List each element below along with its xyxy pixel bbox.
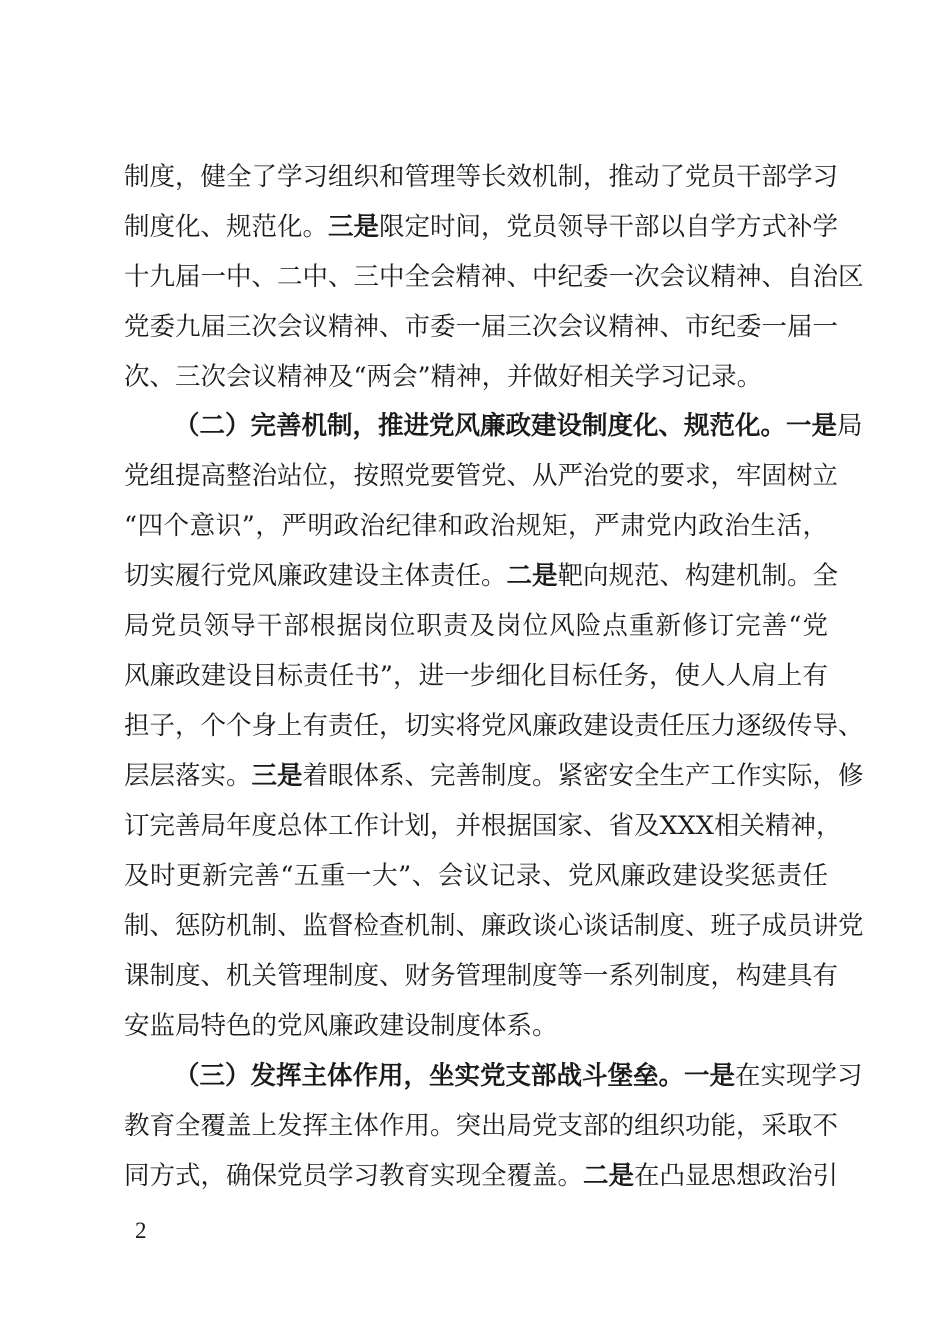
paragraph-line xyxy=(124,706,864,746)
paragraph-line xyxy=(124,1156,839,1196)
paragraph-line xyxy=(174,1056,863,1096)
text-segment: 制度，健全了学习组织和管理等长效机制，推动了党员干部学习 xyxy=(124,162,839,192)
paragraph-line xyxy=(174,406,863,446)
text-segment: “四个意识”，严明政治纪律和政治规矩，严肃党内政治生活， xyxy=(124,511,828,541)
paragraph-line xyxy=(124,906,864,946)
bold-text-segment: 一是 xyxy=(786,411,838,441)
paragraph-line xyxy=(124,257,864,297)
text-segment: 着眼体系、完善制度。紧密安全生产工作实际，修 xyxy=(302,761,864,791)
paragraph-line xyxy=(124,556,839,596)
text-segment: 教育全覆盖上发挥主体作用。突出局党支部的组织功能，采取不 xyxy=(124,1111,839,1141)
text-segment: 限定时间，党员领导干部以自学方式补学 xyxy=(379,212,839,242)
text-segment: 党组提高整治站位，按照党要管党、从严治党的要求，牢固树立 xyxy=(124,461,839,491)
text-segment: 及时更新完善“五重一大”、会议记录、党风廉政建设奖惩责任 xyxy=(124,861,828,891)
paragraph-line xyxy=(124,456,839,496)
text-segment: 局 xyxy=(837,411,863,441)
paragraph-line xyxy=(124,756,864,796)
text-segment: 十九届一中、二中、三中全会精神、中纪委一次会议精神、自治区 xyxy=(124,262,864,292)
bold-text-segment: 二是 xyxy=(506,561,558,591)
paragraph-line xyxy=(124,956,839,996)
paragraph-line xyxy=(124,157,839,197)
paragraph-line xyxy=(124,506,828,546)
paragraph-line xyxy=(124,606,828,646)
paragraph-line xyxy=(124,656,828,696)
text-segment: 制、惩防机制、监督检查机制、廉政谈心谈话制度、班子成员讲党 xyxy=(124,911,864,941)
text-segment: 同方式，确保党员学习教育实现全覆盖。 xyxy=(124,1161,584,1191)
paragraph-line xyxy=(124,806,842,846)
text-segment: 在实现学习 xyxy=(735,1061,863,1091)
text-segment: 靶向规范、构建机制。全 xyxy=(557,561,839,591)
text-segment: 风廉政建设目标责任书”，进一步细化目标任务，使人人肩上有 xyxy=(124,661,828,691)
paragraph-line xyxy=(124,207,839,247)
text-segment: 局党员领导干部根据岗位职责及岗位风险点重新修订完善“党 xyxy=(124,611,828,641)
paragraph-line xyxy=(124,856,828,896)
paragraph-line xyxy=(124,1006,828,1046)
bold-text-segment: （二）完善机制，推进党风廉政建设制度化、规范化。 xyxy=(174,411,787,441)
text-segment: 层层落实。 xyxy=(124,761,252,791)
text-segment: 在凸显思想政治引 xyxy=(634,1161,839,1191)
bold-text-segment: （三）发挥主体作用，坐实党支部战斗堡垒。 xyxy=(174,1061,685,1091)
bold-text-segment: 三是 xyxy=(328,212,380,242)
bold-text-segment: 三是 xyxy=(251,761,303,791)
text-segment: 制度化、规范化。 xyxy=(124,212,329,242)
text-segment: 课制度、机关管理制度、财务管理制度等一系列制度，构建具有 xyxy=(124,961,839,991)
bold-text-segment: 二是 xyxy=(583,1161,635,1191)
paragraph-line xyxy=(124,1106,839,1146)
text-segment: 安监局特色的党风廉政建设制度体系。 xyxy=(124,1011,558,1041)
page-number: 2 xyxy=(135,1218,147,1243)
paragraph-line xyxy=(124,357,828,397)
text-segment: 次、三次会议精神及“两会”精神，并做好相关学习记录。 xyxy=(124,362,763,392)
text-segment: 担子，个个身上有责任，切实将党风廉政建设责任压力逐级传导、 xyxy=(124,711,864,741)
text-segment: 订完善局年度总体工作计划，并根据国家、省及XXX相关精神， xyxy=(124,811,842,841)
text-segment: 切实履行党风廉政建设主体责任。 xyxy=(124,561,507,591)
paragraph-line xyxy=(124,307,839,347)
text-segment: 党委九届三次会议精神、市委一届三次会议精神、市纪委一届一 xyxy=(124,312,839,342)
bold-text-segment: 一是 xyxy=(684,1061,736,1091)
